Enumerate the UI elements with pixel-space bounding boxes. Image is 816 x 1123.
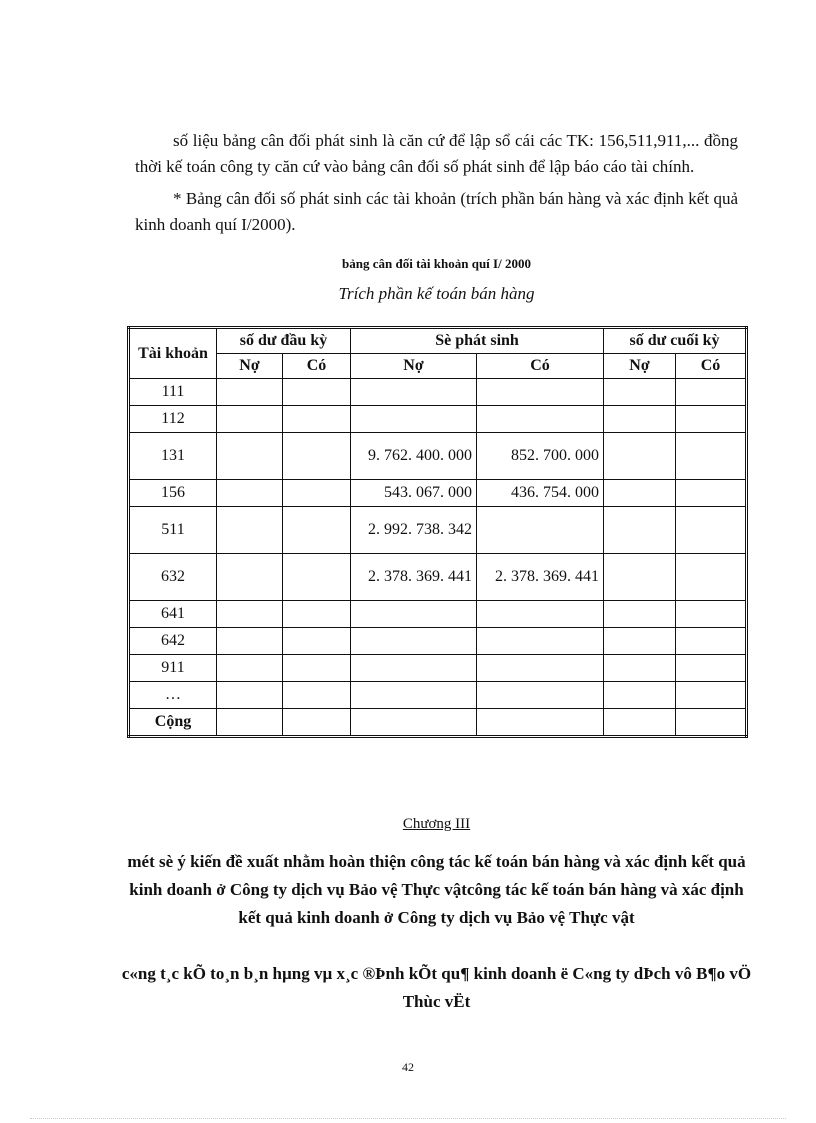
opening-debit-cell	[217, 601, 283, 628]
header-opening-debit: Nợ	[217, 354, 283, 379]
footer-divider	[30, 1118, 786, 1119]
opening-credit-cell	[283, 655, 351, 682]
closing-credit-cell	[676, 628, 747, 655]
closing-credit-cell	[676, 601, 747, 628]
closing-debit-cell	[604, 655, 676, 682]
header-opening-credit: Có	[283, 354, 351, 379]
account-cell: 131	[129, 433, 217, 480]
opening-debit-cell	[217, 655, 283, 682]
account-cell: 632	[129, 554, 217, 601]
table-title: bảng cân đối tài khoản quí I/ 2000	[342, 256, 531, 271]
closing-credit-cell	[676, 554, 747, 601]
header-movement-credit: Có	[477, 354, 604, 379]
movement-credit-cell	[477, 379, 604, 406]
opening-credit-cell	[283, 554, 351, 601]
table-row	[129, 601, 747, 628]
closing-debit-cell	[604, 507, 676, 554]
table-row	[129, 682, 747, 709]
opening-credit-cell	[283, 709, 351, 737]
opening-credit-cell	[283, 628, 351, 655]
closing-debit-cell	[604, 601, 676, 628]
opening-debit-cell	[217, 433, 283, 480]
opening-credit-cell	[283, 433, 351, 480]
table-subtitle: Trích phần kế toán bán hàng	[338, 284, 535, 303]
account-cell: 641	[129, 601, 217, 628]
table-row	[129, 554, 747, 601]
opening-debit-cell	[217, 554, 283, 601]
movement-credit-cell	[477, 406, 604, 433]
closing-credit-cell	[676, 480, 747, 507]
movement-credit-cell: 2. 378. 369. 441	[477, 554, 604, 601]
movement-credit-cell: 436. 754. 000	[477, 480, 604, 507]
table-row	[129, 406, 747, 433]
table-row	[129, 480, 747, 507]
opening-credit-cell	[283, 682, 351, 709]
opening-debit-cell	[217, 709, 283, 737]
header-opening-balance: số dư đầu kỳ	[217, 328, 351, 354]
movement-debit-cell	[351, 379, 477, 406]
body-paragraph-2: * Bảng cân đối số phát sinh các tài khoản (trích phần bán hàng và xác định kết quả kinh doanh quí I/2000).	[135, 189, 738, 234]
header-account: Tài khoản	[129, 328, 217, 379]
body-paragraph-1: số liệu bảng cân đối phát sinh là căn cứ để lập sổ cái các TK: 156,511,911,... đồng thời kế toán công ty căn cứ vào bảng cân đối số phát sinh để lập báo cáo tài chính.	[135, 131, 738, 176]
closing-credit-cell	[676, 709, 747, 737]
movement-credit-cell: 852. 700. 000	[477, 433, 604, 480]
movement-credit-cell	[477, 709, 604, 737]
account-cell: 111	[129, 379, 217, 406]
opening-debit-cell	[217, 480, 283, 507]
account-cell: …	[129, 682, 217, 709]
closing-debit-cell	[604, 682, 676, 709]
opening-debit-cell	[217, 507, 283, 554]
closing-debit-cell	[604, 433, 676, 480]
closing-debit-cell	[604, 379, 676, 406]
header-closing-credit: Có	[676, 354, 747, 379]
header-movement: Sè phát sinh	[351, 328, 604, 354]
movement-debit-cell	[351, 601, 477, 628]
closing-debit-cell	[604, 406, 676, 433]
table-row-total	[129, 709, 747, 737]
opening-debit-cell	[217, 682, 283, 709]
table-row	[129, 655, 747, 682]
opening-debit-cell	[217, 628, 283, 655]
movement-credit-cell	[477, 655, 604, 682]
table-row	[129, 433, 747, 480]
closing-credit-cell	[676, 406, 747, 433]
movement-debit-cell	[351, 655, 477, 682]
table-row	[129, 628, 747, 655]
table-row	[129, 379, 747, 406]
opening-credit-cell	[283, 379, 351, 406]
closing-credit-cell	[676, 433, 747, 480]
table-row	[129, 507, 747, 554]
total-label-cell: Cộng	[129, 709, 217, 737]
chapter-heading-garbled: c«ng t¸c kÕ to¸n b¸n hµng vµ x¸c ®Þnh kÕt qu¶ kinh doanh ë C«ng ty dÞch vô B¶o vÖ Thùc vËt	[121, 964, 752, 1011]
closing-debit-cell	[604, 480, 676, 507]
movement-credit-cell	[477, 628, 604, 655]
account-cell: 511	[129, 507, 217, 554]
account-cell: 911	[129, 655, 217, 682]
movement-debit-cell	[351, 628, 477, 655]
closing-credit-cell	[676, 379, 747, 406]
opening-credit-cell	[283, 507, 351, 554]
opening-debit-cell	[217, 406, 283, 433]
movement-debit-cell: 543. 067. 000	[351, 480, 477, 507]
closing-debit-cell	[604, 628, 676, 655]
movement-debit-cell: 2. 992. 738. 342	[351, 507, 477, 554]
chapter-label: Chương III	[402, 816, 471, 832]
movement-credit-cell	[477, 601, 604, 628]
header-closing-debit: Nợ	[604, 354, 676, 379]
opening-credit-cell	[283, 480, 351, 507]
account-cell: 642	[129, 628, 217, 655]
movement-debit-cell	[351, 406, 477, 433]
movement-debit-cell	[351, 682, 477, 709]
movement-debit-cell	[351, 709, 477, 737]
closing-debit-cell	[604, 554, 676, 601]
opening-credit-cell	[283, 601, 351, 628]
opening-credit-cell	[283, 406, 351, 433]
header-movement-debit: Nợ	[351, 354, 477, 379]
chapter-heading: mét sè ý kiến đề xuất nhằm hoàn thiện công tác kế toán bán hàng và xác định kết quả kinh doanh ở Công ty dịch vụ Bảo vệ Thực vậtcông tác kế toán bán hàng và xác định kết quả kinh doanh ở Công ty dịch vụ Bảo vệ Thực vật	[127, 852, 746, 927]
page-number: 42	[402, 1060, 414, 1074]
closing-credit-cell	[676, 655, 747, 682]
header-closing-balance: số dư cuối kỳ	[604, 328, 747, 354]
account-cell: 112	[129, 406, 217, 433]
movement-debit-cell: 9. 762. 400. 000	[351, 433, 477, 480]
movement-credit-cell	[477, 682, 604, 709]
account-cell: 156	[129, 480, 217, 507]
balance-table	[127, 326, 748, 738]
movement-credit-cell	[477, 507, 604, 554]
closing-credit-cell	[676, 507, 747, 554]
movement-debit-cell: 2. 378. 369. 441	[351, 554, 477, 601]
closing-debit-cell	[604, 709, 676, 737]
closing-credit-cell	[676, 682, 747, 709]
opening-debit-cell	[217, 379, 283, 406]
